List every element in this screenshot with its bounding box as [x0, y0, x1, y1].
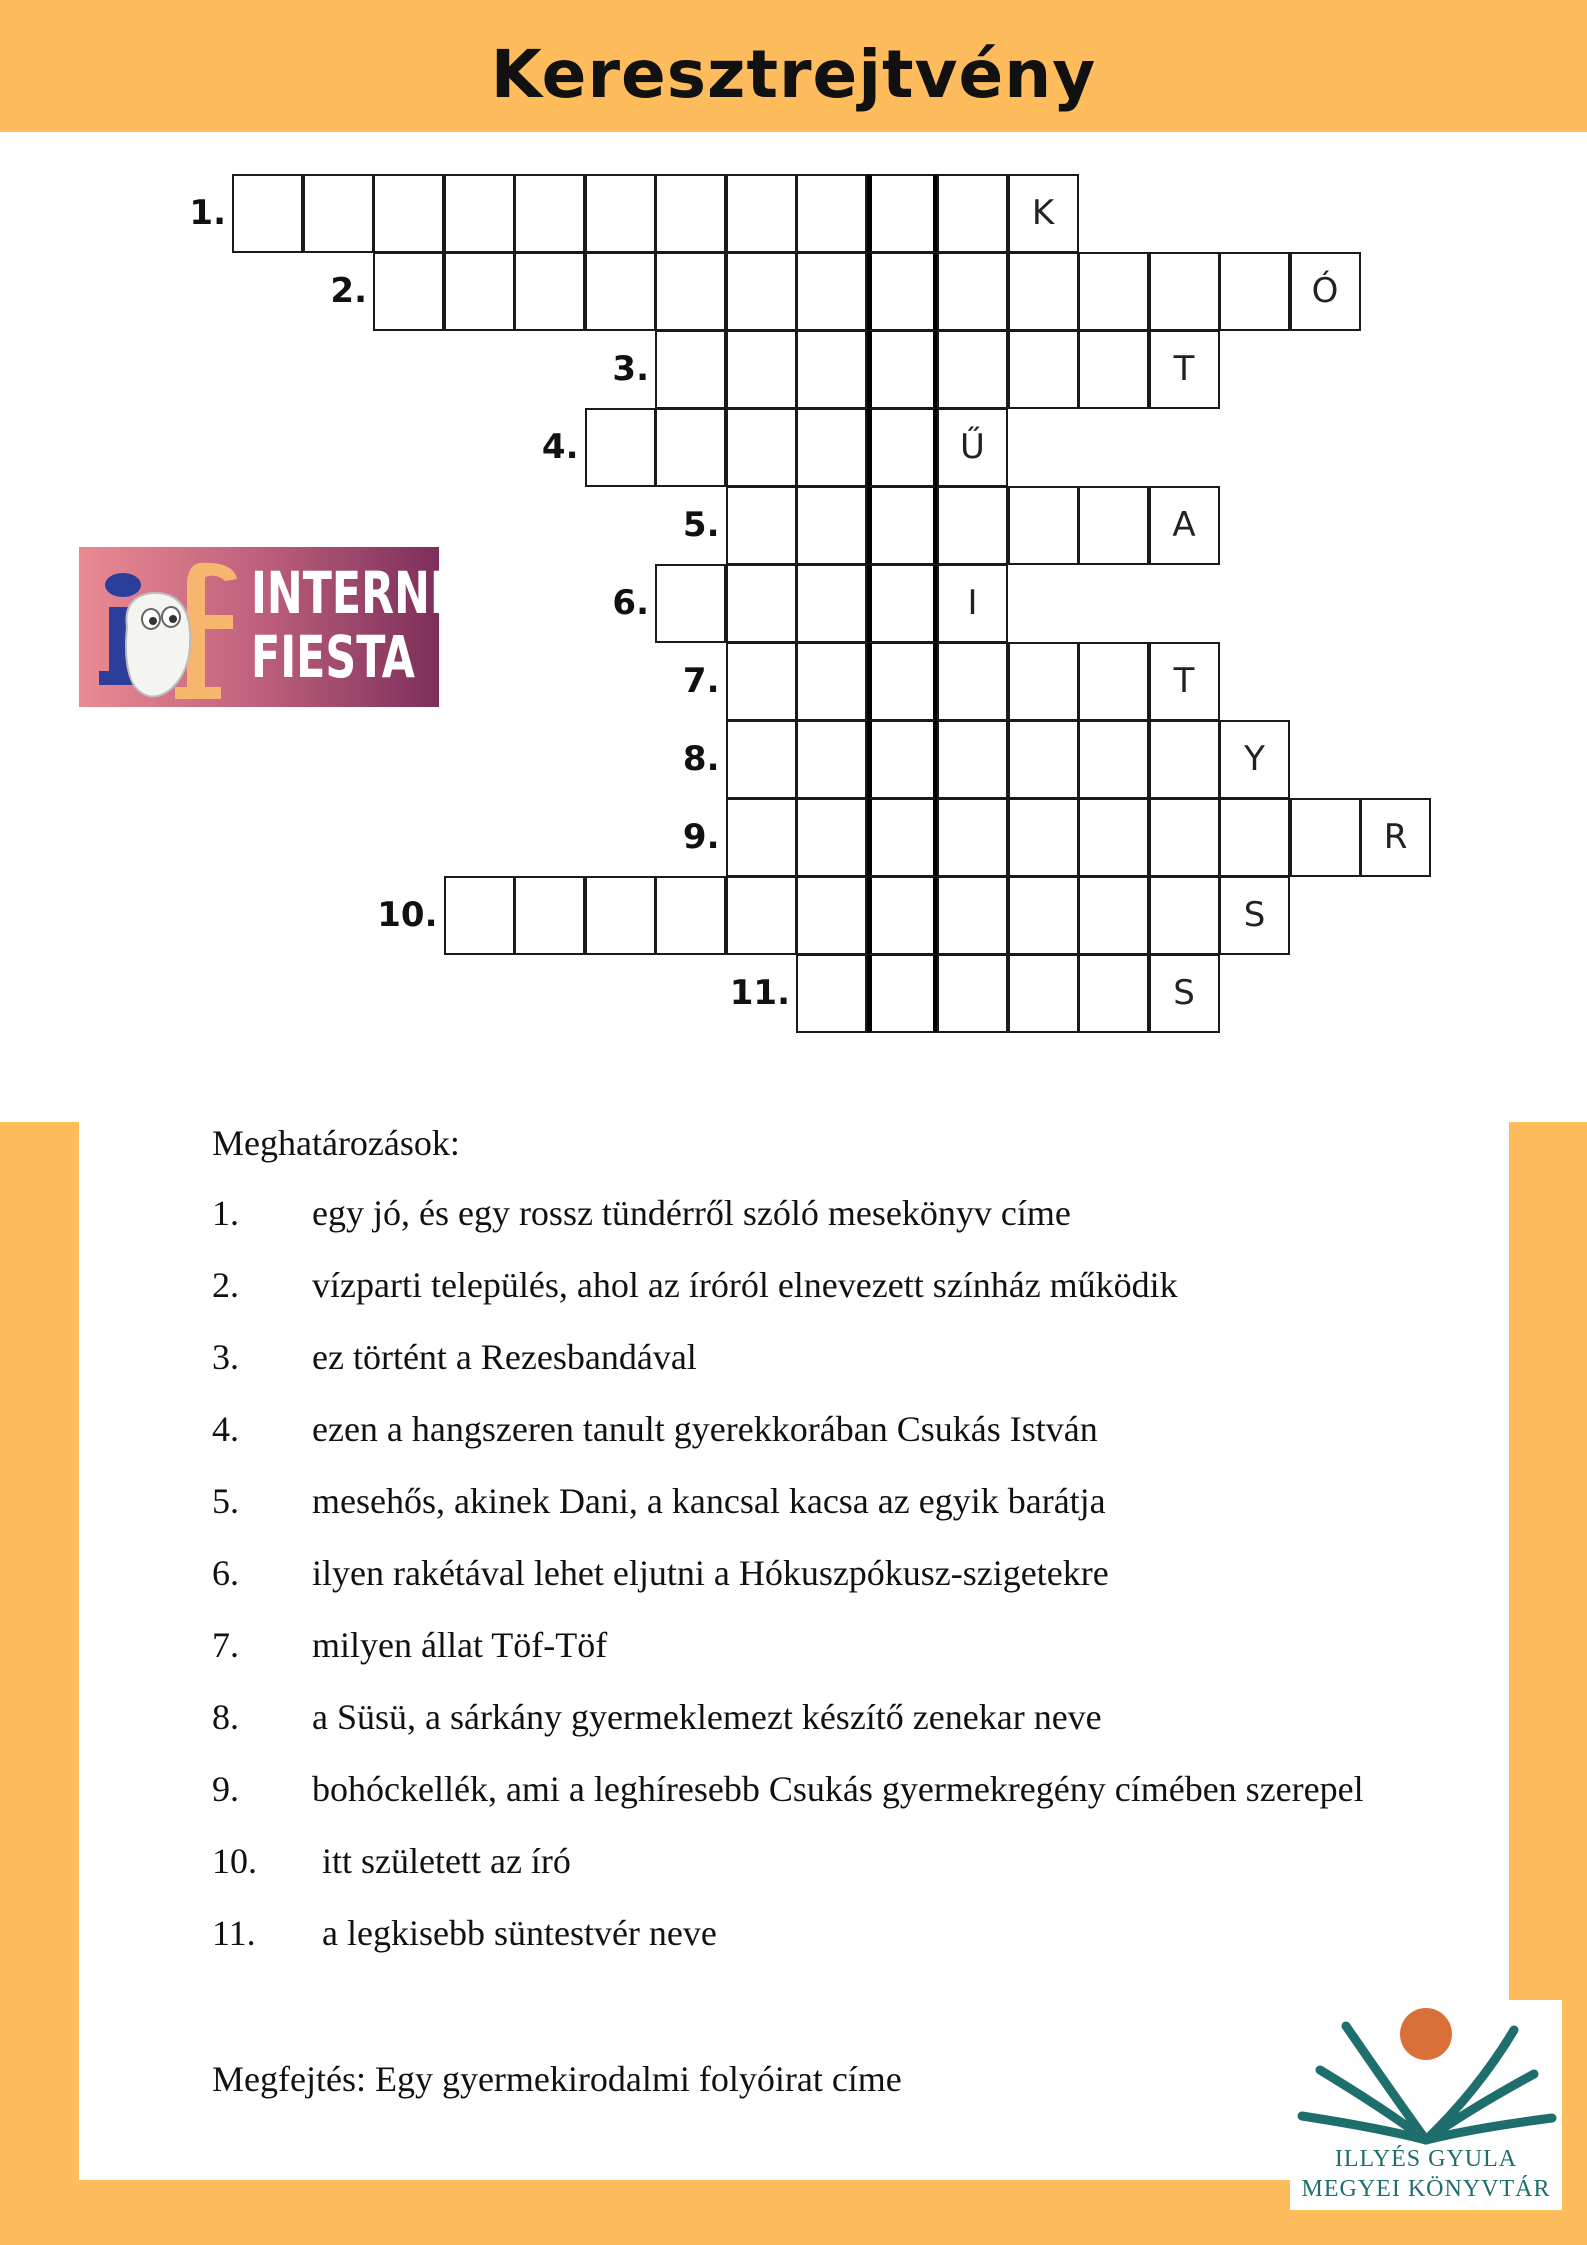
- crossword-cell[interactable]: [796, 252, 867, 331]
- crossword-cell[interactable]: [796, 330, 867, 409]
- logo-text-line2: FIESTA: [251, 623, 415, 691]
- clue-number: 9.: [212, 1769, 239, 1809]
- crossword-cell[interactable]: [726, 876, 797, 955]
- clue-text: egy jó, és egy rossz tündérről szóló mesekönyv címe: [312, 1193, 1071, 1233]
- clue-number: 11.: [212, 1913, 256, 1953]
- crossword-cell[interactable]: [937, 798, 1008, 877]
- clue-text: a Süsü, a sárkány gyermeklemezt készítő zenekar neve: [312, 1697, 1102, 1737]
- crossword-cell[interactable]: [514, 174, 585, 253]
- solution-cell[interactable]: [867, 798, 938, 877]
- crossword-cell[interactable]: [444, 252, 515, 331]
- crossword-cell[interactable]: [1149, 876, 1220, 955]
- crossword-cell[interactable]: [585, 408, 656, 487]
- crossword-cell[interactable]: [1078, 876, 1149, 955]
- crossword-cell[interactable]: [1149, 798, 1220, 877]
- library-name-line2: MEGYEI KÖNYVTÁR: [1301, 2176, 1551, 2202]
- crossword-cell[interactable]: [937, 876, 1008, 955]
- crossword-cell[interactable]: [1078, 642, 1149, 721]
- row-number: 10.: [377, 895, 438, 935]
- crossword-cell[interactable]: [1008, 642, 1079, 721]
- crossword-cell[interactable]: [1078, 798, 1149, 877]
- library-logo: [1290, 2000, 1562, 2210]
- clue-number: 6.: [212, 1553, 239, 1593]
- crossword-cell[interactable]: [796, 408, 867, 487]
- row-number: 8.: [682, 739, 720, 779]
- crossword-cell[interactable]: [514, 876, 585, 955]
- crossword-cell[interactable]: [937, 642, 1008, 721]
- solution-cell[interactable]: [867, 408, 938, 487]
- internet-fiesta-logo: [79, 547, 489, 707]
- crossword-cell[interactable]: [937, 252, 1008, 331]
- clue-text: vízparti település, ahol az íróról elnevezett színház működik: [312, 1265, 1178, 1305]
- solution-cell[interactable]: [867, 174, 938, 253]
- crossword-cell[interactable]: [585, 876, 656, 955]
- frame-left: [0, 1122, 79, 2245]
- crossword-cell[interactable]: [444, 876, 515, 955]
- open-book-sun-icon: [1290, 2000, 1562, 2150]
- row-number: 2.: [330, 271, 367, 311]
- crossword-cell[interactable]: [1219, 252, 1290, 331]
- clue-text: ez történt a Rezesbandával: [312, 1337, 697, 1377]
- clue-number: 5.: [212, 1481, 239, 1521]
- crossword-cell[interactable]: [726, 642, 797, 721]
- row-number: 6.: [612, 583, 649, 623]
- crossword-cell[interactable]: [726, 564, 797, 643]
- crossword-cell[interactable]: [585, 252, 656, 331]
- crossword-cell[interactable]: T: [1149, 330, 1220, 409]
- crossword-cell[interactable]: [796, 954, 867, 1033]
- clue-text: a legkisebb süntestvér neve: [322, 1913, 717, 1953]
- crossword-cell[interactable]: [726, 486, 797, 565]
- crossword-cell[interactable]: [373, 174, 444, 253]
- crossword-cell[interactable]: [796, 798, 867, 877]
- clue-number: 8.: [212, 1697, 239, 1737]
- crossword-cell[interactable]: [303, 174, 374, 253]
- page-title: Keresztrejtvény: [490, 36, 1097, 113]
- solution-cell[interactable]: [867, 642, 938, 721]
- crossword-cell[interactable]: [796, 642, 867, 721]
- row-number: 5.: [682, 505, 720, 545]
- crossword-cell[interactable]: [373, 252, 444, 331]
- crossword-cell[interactable]: [796, 486, 867, 565]
- crossword-cell[interactable]: R: [1360, 798, 1431, 877]
- row-number: 11.: [729, 973, 790, 1013]
- clue-number: 7.: [212, 1625, 239, 1665]
- crossword-cell[interactable]: [1008, 876, 1079, 955]
- crossword-cell[interactable]: [937, 330, 1008, 409]
- crossword-cell[interactable]: [1008, 330, 1079, 409]
- crossword-cell[interactable]: I: [937, 564, 1008, 643]
- crossword-cell[interactable]: [655, 330, 726, 409]
- crossword-cell[interactable]: T: [1149, 642, 1220, 721]
- crossword-cell[interactable]: S: [1219, 876, 1290, 955]
- clue-number: 2.: [212, 1265, 239, 1305]
- logo-text-line1: INTERNET: [251, 559, 489, 627]
- solution-cell[interactable]: [867, 954, 938, 1033]
- crossword-cell[interactable]: [232, 174, 303, 253]
- row-number: 1.: [189, 193, 226, 233]
- logo-text: [251, 561, 488, 689]
- row-number: 3.: [612, 349, 649, 389]
- crossword-cell[interactable]: [1078, 720, 1149, 799]
- solution-cell[interactable]: [867, 330, 938, 409]
- solution-cell[interactable]: [867, 252, 938, 331]
- row-number: 4.: [541, 427, 579, 467]
- crossword-cell[interactable]: [1149, 252, 1220, 331]
- logo-mascot-icon: [113, 557, 253, 707]
- library-name-line1: ILLYÉS GYULA: [1334, 2146, 1518, 2172]
- clue-text: itt született az író: [322, 1841, 571, 1881]
- crossword-cell[interactable]: [1008, 252, 1079, 331]
- crossword-cell[interactable]: [796, 564, 867, 643]
- crossword-cell[interactable]: [1008, 720, 1079, 799]
- crossword-cell[interactable]: [726, 174, 797, 253]
- crossword-cell[interactable]: [937, 720, 1008, 799]
- crossword-cell[interactable]: [796, 720, 867, 799]
- crossword-cell[interactable]: [1078, 486, 1149, 565]
- crossword-cell[interactable]: [796, 876, 867, 955]
- crossword-cell[interactable]: [1219, 798, 1290, 877]
- crossword-cell[interactable]: S: [1149, 954, 1220, 1033]
- crossword-cell[interactable]: [1078, 330, 1149, 409]
- crossword-grid: [0, 0, 1587, 1060]
- crossword-cell[interactable]: [514, 252, 585, 331]
- row-number: 7.: [682, 661, 720, 701]
- crossword-cell[interactable]: [585, 174, 656, 253]
- crossword-cell[interactable]: [444, 174, 515, 253]
- clue-text: bohóckellék, ami a leghíresebb Csukás gyermekregény címében szerepel: [312, 1769, 1364, 1809]
- crossword-cell[interactable]: [655, 564, 726, 643]
- clue-number: 4.: [212, 1409, 239, 1449]
- crossword-cell[interactable]: [655, 252, 726, 331]
- crossword-cell[interactable]: [796, 174, 867, 253]
- crossword-cell[interactable]: Y: [1219, 720, 1290, 799]
- solution-cell[interactable]: [867, 720, 938, 799]
- crossword-cell[interactable]: [1078, 252, 1149, 331]
- solution-cell[interactable]: [867, 876, 938, 955]
- crossword-cell[interactable]: [937, 486, 1008, 565]
- crossword-cell[interactable]: [1290, 798, 1361, 877]
- clue-number: 3.: [212, 1337, 239, 1377]
- clue-text: mesehős, akinek Dani, a kancsal kacsa az egyik barátja: [312, 1481, 1106, 1521]
- clue-number: 10.: [212, 1841, 257, 1881]
- clue-text: ilyen rakétával lehet eljutni a Hókuszpókusz-szigetekre: [312, 1553, 1109, 1593]
- crossword-cell[interactable]: [655, 876, 726, 955]
- crossword-cell[interactable]: [726, 408, 797, 487]
- row-number: 9.: [682, 817, 720, 857]
- definitions-heading: Meghatározások:: [212, 1123, 460, 1163]
- crossword-cell[interactable]: [1149, 720, 1220, 799]
- crossword-cell[interactable]: [1008, 954, 1079, 1033]
- crossword-cell[interactable]: [655, 174, 726, 253]
- crossword-cell[interactable]: [937, 954, 1008, 1033]
- clue-number: 1.: [212, 1193, 239, 1233]
- solution-text: Megfejtés: Egy gyermekirodalmi folyóirat címe: [212, 2059, 902, 2099]
- clue-text: ezen a hangszeren tanult gyerekkorában Csukás István: [312, 1409, 1098, 1449]
- crossword-cell[interactable]: K: [1008, 174, 1079, 253]
- crossword-cell[interactable]: [726, 252, 797, 331]
- crossword-cell[interactable]: [1078, 954, 1149, 1033]
- clue-text: milyen állat Töf-Töf: [312, 1625, 608, 1665]
- crossword-cell[interactable]: [937, 174, 1008, 253]
- crossword-cell[interactable]: Ű: [937, 408, 1008, 487]
- crossword-cell[interactable]: [655, 408, 726, 487]
- crossword-cell[interactable]: [1008, 486, 1079, 565]
- solution-cell[interactable]: [867, 486, 938, 565]
- crossword-cell[interactable]: [1008, 798, 1079, 877]
- crossword-cell[interactable]: A: [1149, 486, 1220, 565]
- crossword-cell[interactable]: [726, 798, 797, 877]
- crossword-cell[interactable]: Ó: [1290, 252, 1361, 331]
- crossword-cell[interactable]: [726, 330, 797, 409]
- crossword-cell[interactable]: [726, 720, 797, 799]
- solution-cell[interactable]: [867, 564, 938, 643]
